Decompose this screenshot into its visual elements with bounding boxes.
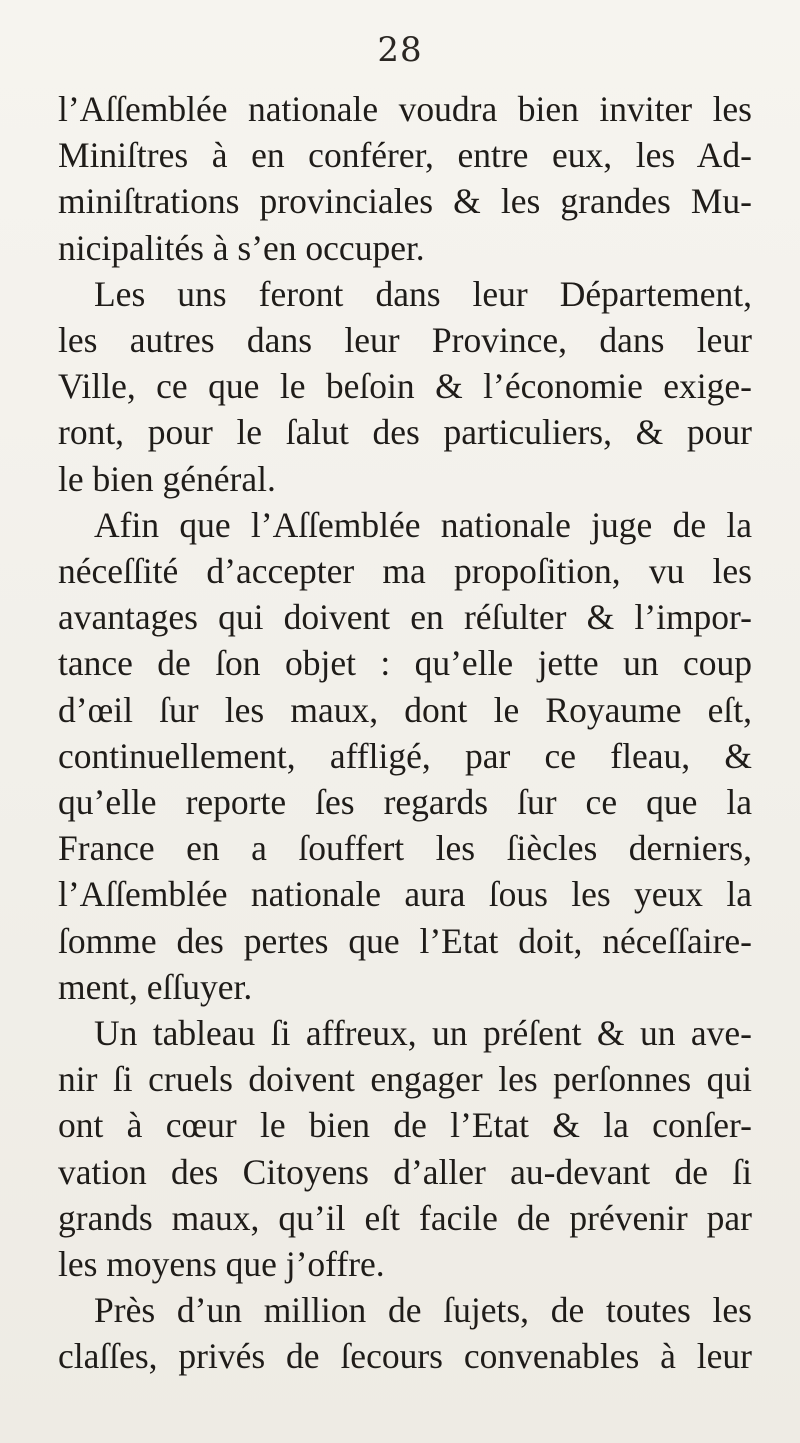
text-line: continuellement, affligé, par ce fleau, & — [58, 735, 752, 776]
text-line: l’Aſſemblée nationale voudra bien inviter les — [58, 89, 752, 129]
text-line: ront, pour le ſalut des particuliers, & pour — [58, 412, 752, 453]
text-line: qu’elle reporte ſes regards ſur ce que la — [58, 782, 752, 823]
page-number: 28 — [377, 30, 423, 70]
text-line: néceſſité d’accepter ma propoſition, vu les — [58, 551, 752, 592]
text-line: le bien général. — [58, 458, 276, 499]
text-line: ment, eſſuyer. — [58, 966, 253, 1007]
text-line: ont à cœur le bien de l’Etat & la conſer- — [58, 1105, 752, 1146]
text-line: miniſtrations provinciales & les grandes Mu- — [58, 181, 752, 222]
text-line: Miniſtres à en conférer, entre eux, les Ad- — [58, 135, 752, 176]
text-line: nicipalités à s’en occuper. — [58, 227, 425, 268]
text-line: Ville, ce que le beſoin & l’économie exige- — [58, 366, 752, 407]
body-text — [58, 86, 752, 1380]
text-line: France en a ſouffert les ſiècles derniers, — [58, 828, 752, 869]
text-line: avantages qui doivent en réſulter & l’impor- — [58, 597, 752, 638]
text-line: Afin que l’Aſſemblée nationale juge de la — [94, 504, 752, 545]
text-line: les autres dans leur Province, dans leur — [58, 320, 752, 361]
text-line: nir ſi cruels doivent engager les perſonnes qui — [58, 1059, 752, 1100]
text-line: tance de ſon objet : qu’elle jette un coup — [58, 643, 752, 684]
text-line: l’Aſſemblée nationale aura ſous les yeux la — [58, 874, 752, 915]
text-line: grands maux, qu’il eſt facile de prévenir par — [58, 1197, 752, 1238]
text-line: Un tableau ſi affreux, un préſent & un ave- — [94, 1013, 752, 1054]
text-line: vation des Citoyens d’aller au-devant de ſi — [58, 1151, 752, 1192]
text-line: d’œil ſur les maux, dont le Royaume eſt, — [58, 689, 752, 730]
text-line: Près d’un million de ſujets, de toutes les — [94, 1290, 752, 1331]
text-line: ſomme des pertes que l’Etat doit, néceſſaire- — [58, 920, 752, 961]
text-line: les moyens que j’offre. — [58, 1244, 385, 1285]
text-line: Les uns feront dans leur Département, — [94, 273, 752, 314]
text-line: claſſes, privés de ſecours convenables à leur — [58, 1336, 752, 1377]
